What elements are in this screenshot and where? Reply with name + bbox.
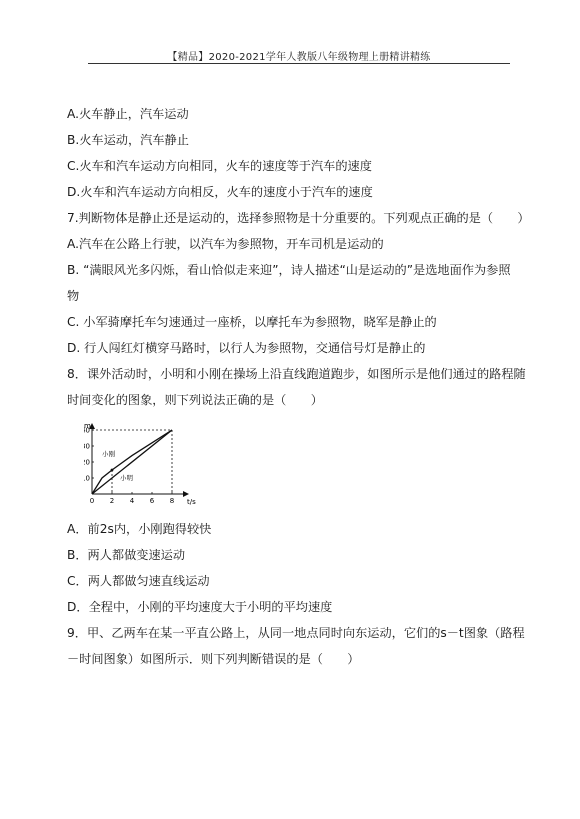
st-chart-svg <box>84 420 204 515</box>
header-rule <box>88 63 510 64</box>
series-line-xiaoming <box>92 430 172 494</box>
text-line: C．两人都做匀速直线运动 <box>67 574 210 588</box>
text-line: 9．甲、乙两车在某一平直公路上，从同一地点同时向东运动，它们的s－t图象（路程 <box>67 626 525 640</box>
text-line: A.火车静止，汽车运动 <box>67 107 189 121</box>
x-tick-label: 2 <box>109 497 115 505</box>
y-tick-label: 0 <box>85 442 90 451</box>
y-tick-label: 0 <box>85 458 90 467</box>
x-tick-label: 8 <box>169 497 175 505</box>
text-line: D. 行人闯红灯横穿马路时，以行人为参照物，交通信号灯是静止的 <box>67 341 426 355</box>
series-label-xiaogang: 小刚 <box>102 450 115 458</box>
text-line: 8．课外活动时，小明和小刚在操场上沿直线跑道跑步，如图所示是他们通过的路程随 <box>67 367 526 381</box>
page-header: 【精品】2020-2021学年人教版八年级物理上册精讲精练 <box>167 52 431 63</box>
text-line: A．前2s内，小刚跑得较快 <box>67 522 212 536</box>
x-tick-label: 4 <box>129 497 135 505</box>
x-axis-label: t/s <box>187 498 196 506</box>
text-line: A.汽车在公路上行驶，以汽车为参照物，开车司机是运动的 <box>67 237 384 251</box>
text-line: 物 <box>67 289 80 303</box>
text-line: C. 小军骑摩托车匀速通过一座桥，以摩托车为参照物，晓军是静止的 <box>67 315 437 329</box>
x-tick-label: 6 <box>149 497 155 505</box>
text-line: B．两人都做变速运动 <box>67 548 186 562</box>
text-line: D．全程中，小刚的平均速度大于小明的平均速度 <box>67 600 333 614</box>
y-axis-label: m <box>84 422 91 430</box>
data-point <box>111 469 114 472</box>
series-label-xiaoming: 小明 <box>120 474 133 482</box>
st-chart <box>84 420 204 515</box>
text-line: B. “满眼风光多闪烁，看山恰似走来迎”，诗人描述“山是运动的”是选地面作为参照 <box>67 263 511 277</box>
x-tick-label: 0 <box>89 497 95 505</box>
text-line: 时间变化的图象，则下列说法正确的是（ ） <box>67 393 323 407</box>
text-line: D.火车和汽车运动方向相反，火车的速度小于汽车的速度 <box>67 185 373 199</box>
text-line: B.火车运动，汽车静止 <box>67 133 189 147</box>
text-line: C.火车和汽车运动方向相同，火车的速度等于汽车的速度 <box>67 159 372 173</box>
text-line: －时间图象）如图所示．则下列判断错误的是（ ） <box>67 652 360 666</box>
y-tick-label: 0 <box>85 426 90 435</box>
y-tick-label: 0 <box>85 474 90 483</box>
text-line: 7.判断物体是静止还是运动的，选择参照物是十分重要的。下列观点正确的是（ ） <box>67 211 530 225</box>
